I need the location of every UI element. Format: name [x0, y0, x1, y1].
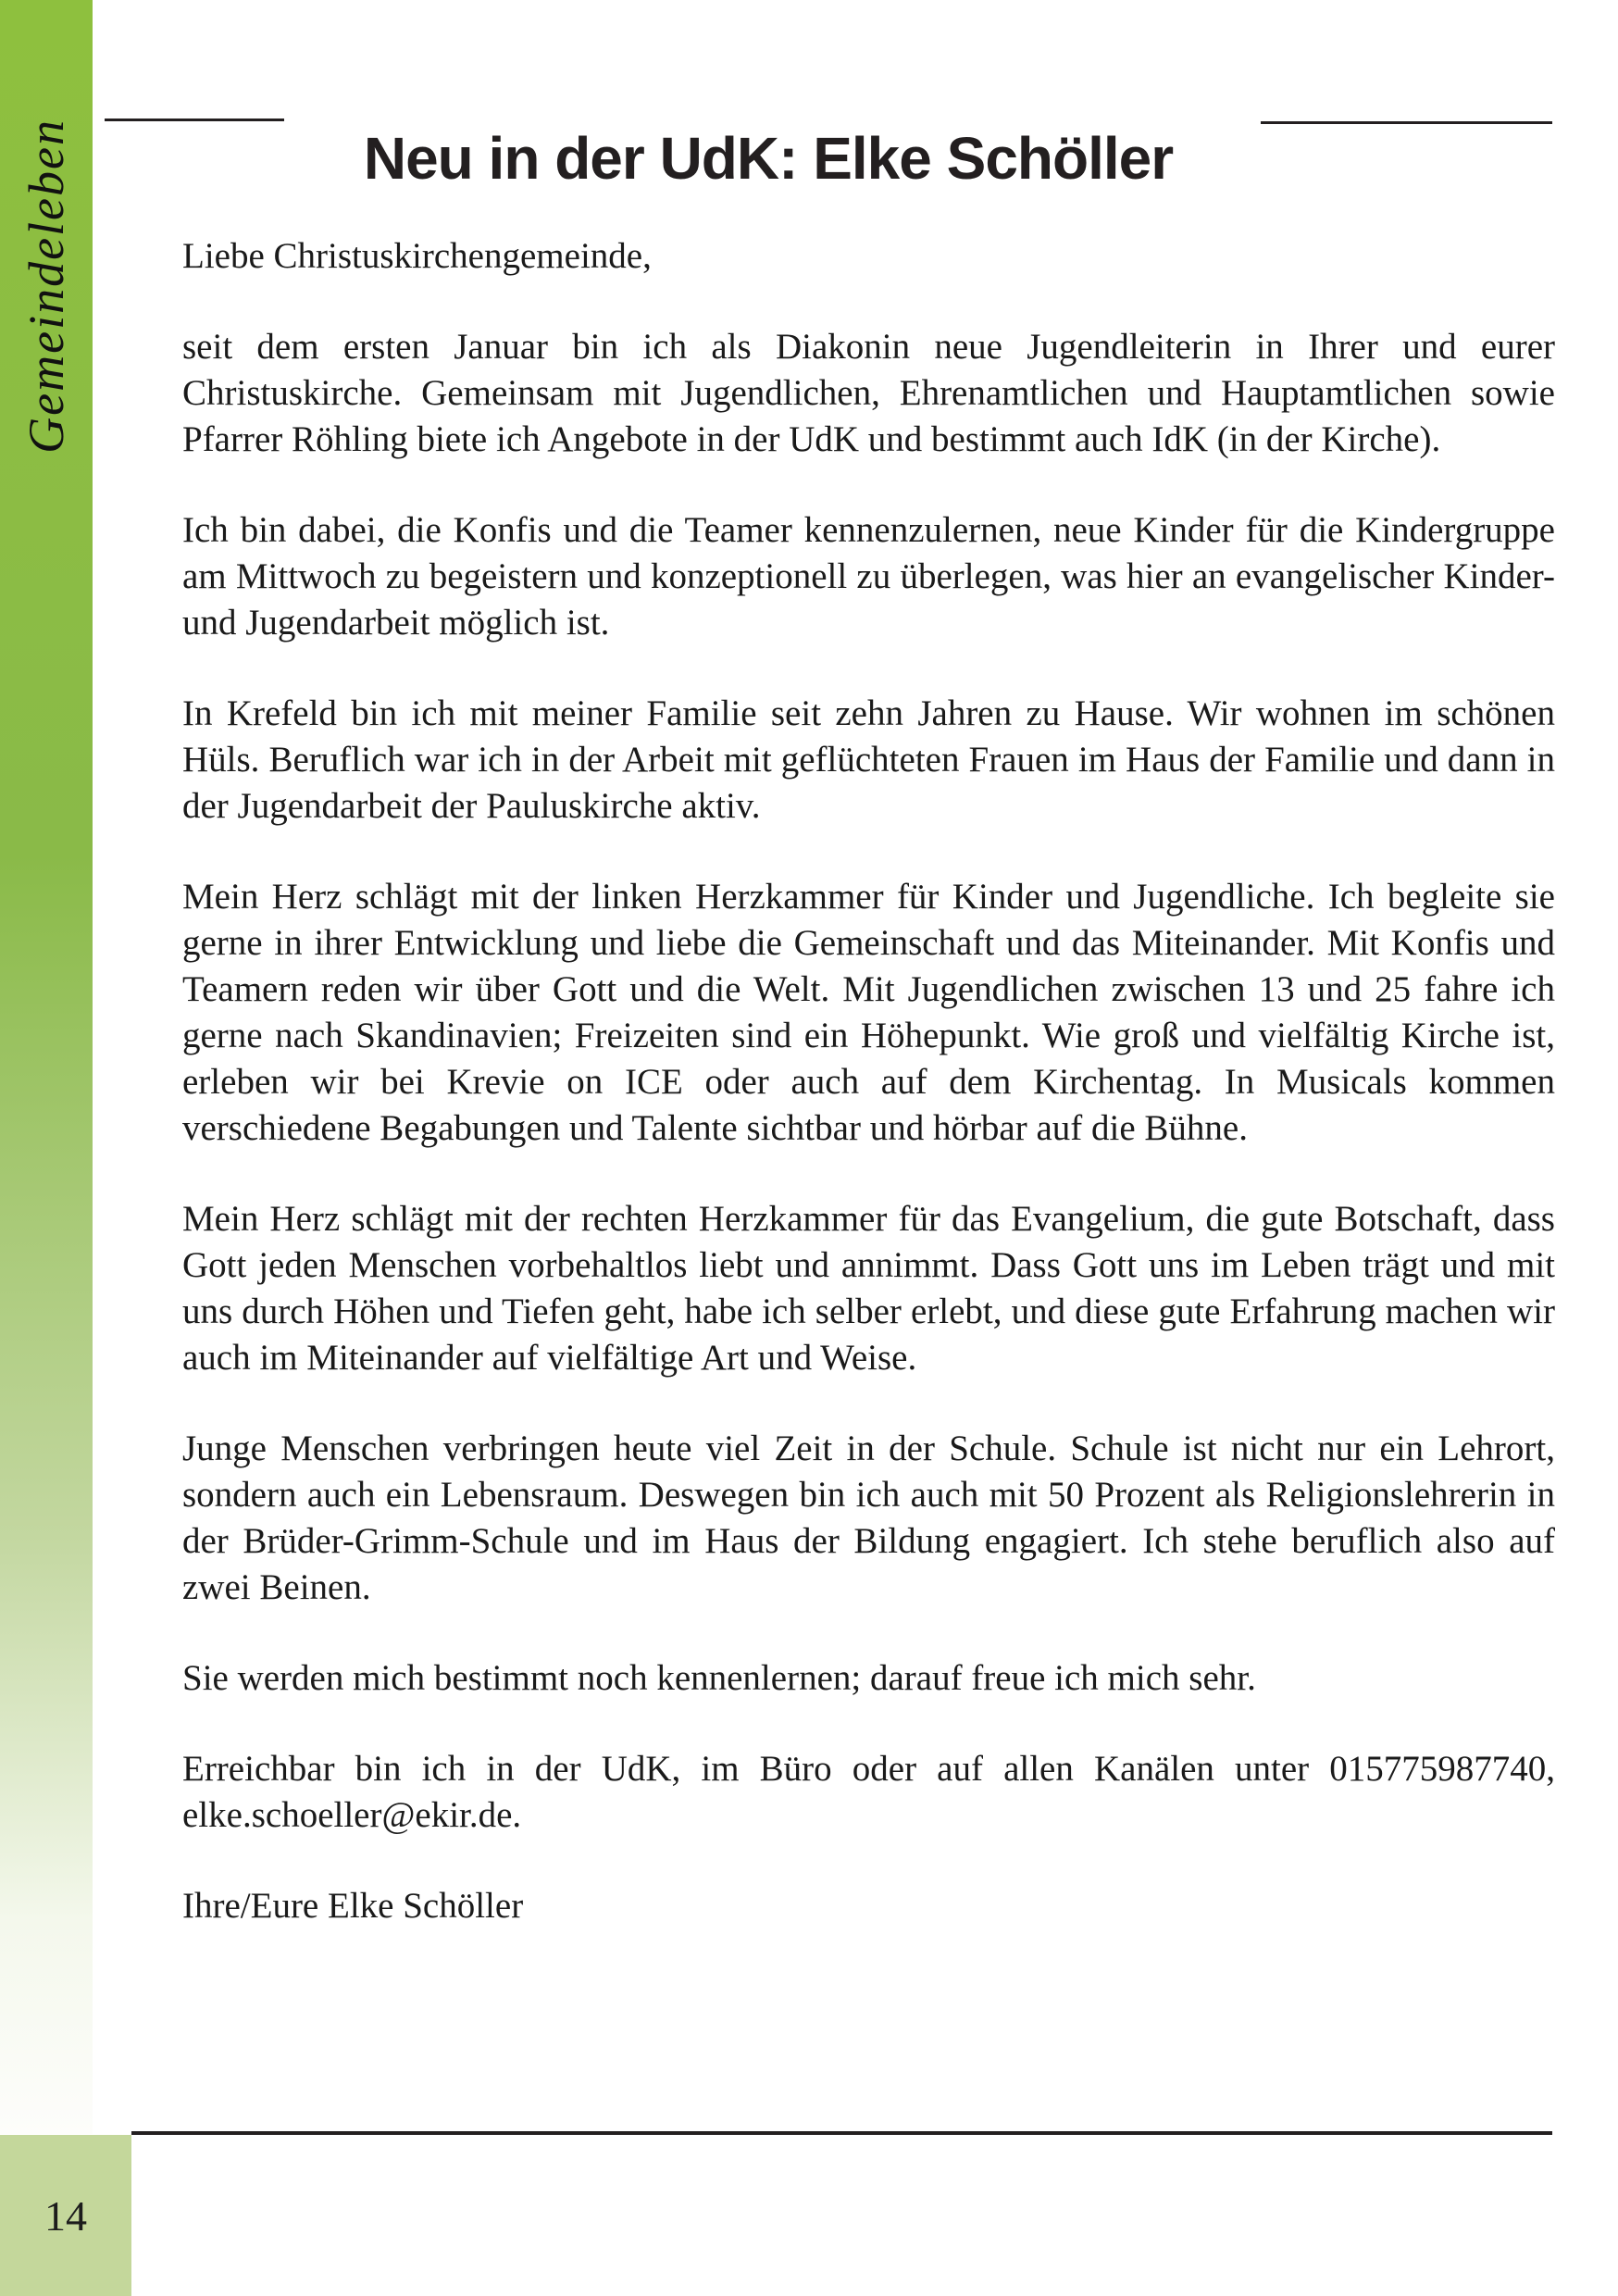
page-title: Neu in der UdK: Elke Schöller — [363, 124, 1174, 192]
page-number-block — [0, 2135, 131, 2296]
paragraph: Ich bin dabei, die Konfis und die Teamer kennenzulernen, neue Kinder für die Kindergruppe am Mittwoch zu begeistern und konzeptionell zu überlegen, was hier an evangelischer Kinder- und Jugendarbeit möglich ist. — [182, 510, 1555, 643]
paragraph-contact: Erreichbar bin ich in der UdK, im Büro oder auf allen Kanälen unter 015775987740, elke.schoeller@ekir.de. — [182, 1749, 1555, 1835]
paragraph: Junge Menschen verbringen heute viel Zeit in der Schule. Schule ist nicht nur ein Lehrort, sondern auch ein Lebensraum. Deswegen bin ich auch mit 50 Prozent als Religionslehrerin in der Brüder-Grimm-Schule und im Haus der Bildung engagiert. Ich stehe beruflich also auf zwei Beinen. — [182, 1429, 1555, 1607]
sidebar-label-wrap — [0, 109, 93, 463]
paragraph: Mein Herz schlägt mit der linken Herzkammer für Kinder und Jugendliche. Ich begleite sie gerne in ihrer Entwicklung und liebe die Gemeinschaft und das Miteinander. Mit Konfis und Teamern reden wir über Gott und die Welt. Mit Jugendlichen zwischen 13 und 25 fahre ich gerne nach Skandinavien; Freizeiten sind ein Höhepunkt. Wie groß und vielfältig Kirche ist, erleben wir bei Krevie on ICE oder auch auf dem Kirchentag. In Musicals kommen verschiedene Begabungen und Talente sichtbar und hörbar auf die Bühne. — [182, 877, 1555, 1148]
paragraph: Sie werden mich bestimmt noch kennenlernen; darauf freue ich mich sehr. — [182, 1658, 1256, 1698]
paragraph: Mein Herz schlägt mit der rechten Herzkammer für das Evangelium, die gute Botschaft, dass Gott jeden Menschen vorbehaltlos liebt und annimmt. Dass Gott uns im Leben trägt und mit uns durch Höhen und Tiefen geht, habe ich selber erlebt, und diese gute Erfahrung machen wir auch im Miteinander auf vielfältige Art und Weise. — [182, 1199, 1555, 1378]
paragraph-signature: Ihre/Eure Elke Schöller — [182, 1886, 524, 1926]
paragraph: seit dem ersten Januar bin ich als Diakonin neue Jugendleiterin in Ihrer und eurer Christuskirche. Gemeinsam mit Jugendlichen, Ehrenamtlichen und Hauptamtlichen sowie Pfarrer Röhling biete ich Angebote in der UdK und bestimmt auch IdK (in der Kirche). — [182, 327, 1555, 459]
paragraph-salutation: Liebe Christuskirchengemeinde, — [182, 236, 652, 276]
article-body — [182, 233, 1555, 1929]
section-label: Gemeindeleben — [19, 119, 74, 454]
title-rule-right — [1261, 121, 1552, 124]
title-rule-left — [105, 119, 284, 121]
page-number: 14 — [44, 2191, 87, 2240]
footer-rule — [131, 2131, 1552, 2135]
paragraph: In Krefeld bin ich mit meiner Familie seit zehn Jahren zu Hause. Wir wohnen im schönen Hüls. Beruflich war ich in der Arbeit mit geflüchteten Frauen im Haus der Familie und dann in der Jugendarbeit der Pauluskirche aktiv. — [182, 693, 1555, 826]
